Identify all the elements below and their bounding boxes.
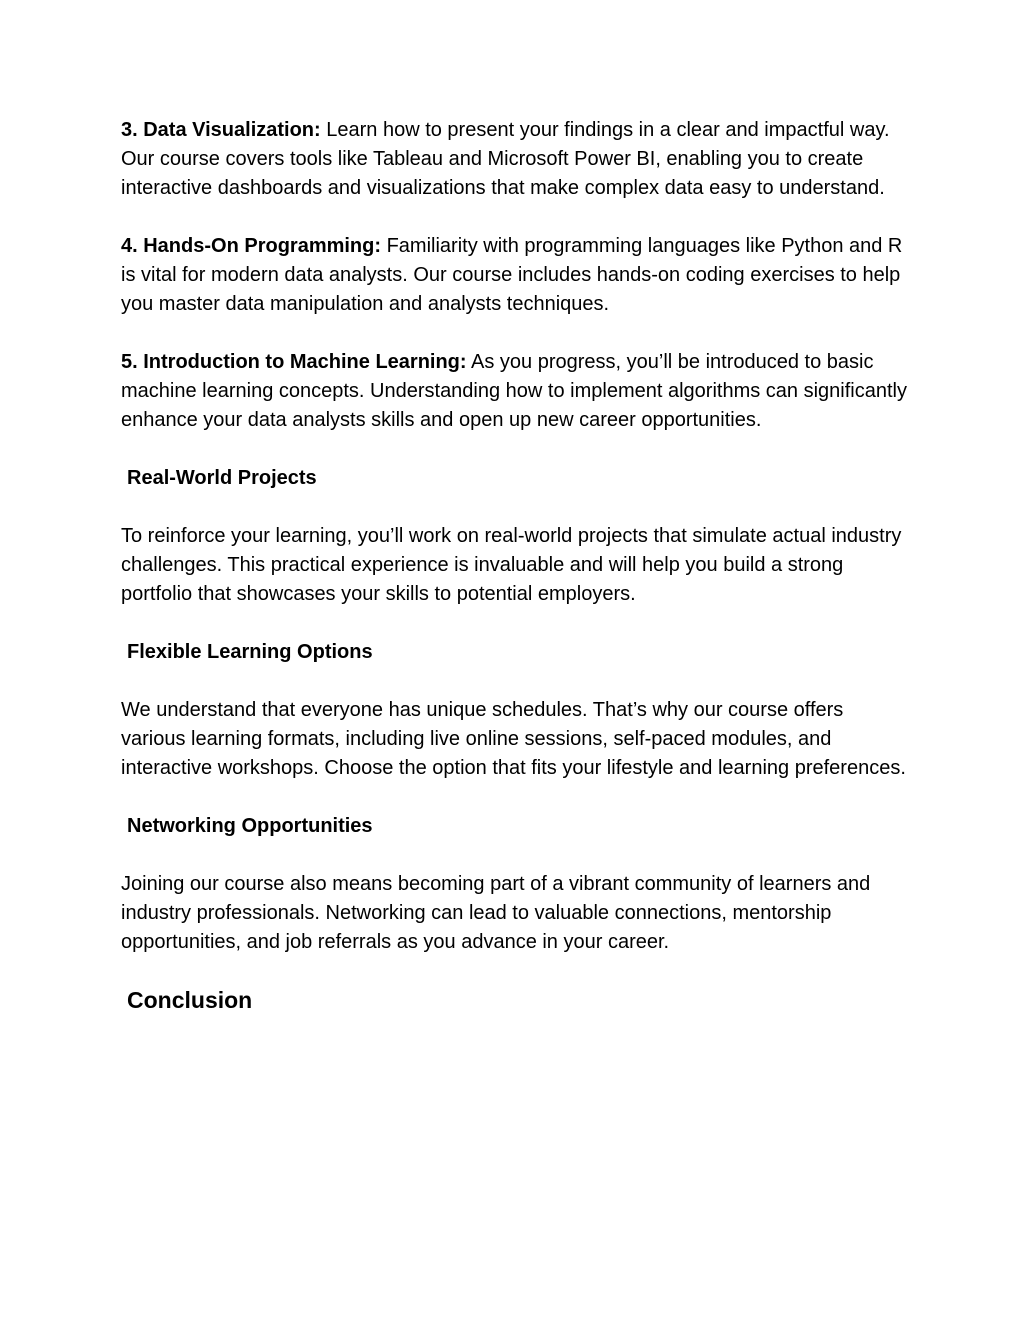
list-item-hands-on-programming [121, 232, 911, 319]
list-item-machine-learning [121, 348, 911, 435]
paragraph-real-world-projects: To reinforce your learning, you’ll work on real-world projects that simulate actual industry challenges. This practical experience is invaluable and will help you build a strong portfolio that showcases your skills to potential employers. [121, 525, 902, 605]
item-lead: 3. Data Visualization: [121, 119, 321, 141]
heading-networking-opportunities: Networking Opportunities [127, 815, 373, 837]
item-text: Learn how to present your findings in a clear and impactful way. Our course covers tools like Tableau and Microsoft Power BI, enabling you to create interactive dashboards and visualizations that make complex data easy to understand. [121, 119, 890, 199]
item-text: As you progress, you’ll be introduced to basic machine learning concepts. Understanding how to implement algorithms can significantly enhance your data analysts skills and open up new career opportunities. [121, 351, 907, 431]
document-body [121, 116, 911, 1044]
heading-real-world-projects: Real-World Projects [127, 467, 317, 489]
item-lead: 5. Introduction to Machine Learning: [121, 351, 467, 373]
heading-conclusion: Conclusion [127, 987, 253, 1013]
heading-flexible-learning-options: Flexible Learning Options [127, 641, 373, 663]
paragraph-flexible-learning-options: We understand that everyone has unique schedules. That’s why our course offers various learning formats, including live online sessions, self-paced modules, and interactive workshops. Choose the option that fits your lifestyle and learning preferences. [121, 699, 906, 779]
item-lead: 4. Hands-On Programming: [121, 235, 382, 257]
paragraph-networking-opportunities: Joining our course also means becoming part of a vibrant community of learners and industry professionals. Networking can lead to valuable connections, mentorship opportunities, and job referrals as you advance in your career. [121, 873, 871, 953]
item-text: Familiarity with programming languages like Python and R is vital for modern data analysts. Our course includes hands-on coding exercises to help you master data manipulation and analysts techniques. [121, 235, 903, 315]
list-item-data-visualization [121, 116, 911, 203]
